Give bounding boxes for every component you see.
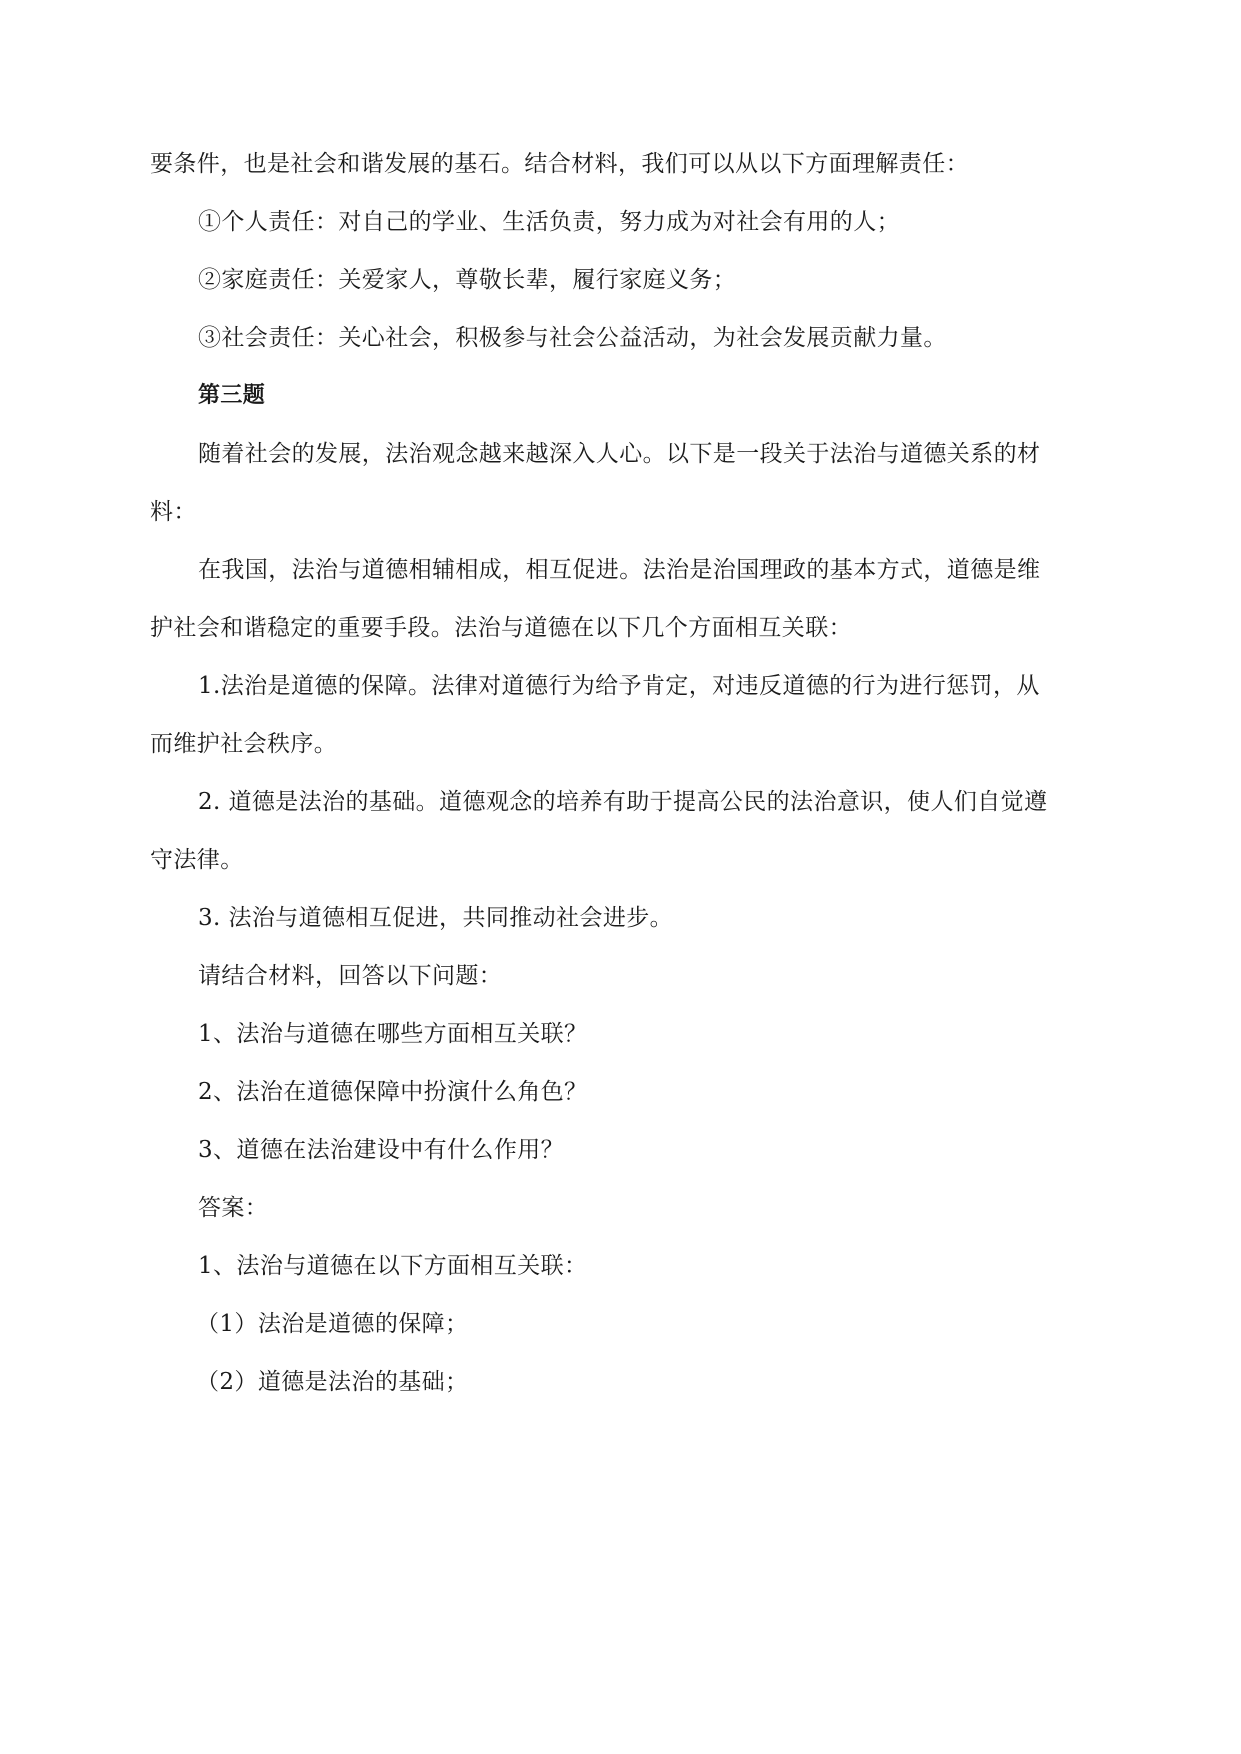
paragraph-line: 要条件，也是社会和谐发展的基石。结合材料，我们可以从以下方面理解责任： [150, 151, 969, 177]
section-heading: 第三题 [198, 383, 266, 408]
list-item: ①个人责任：对自己的学业、生活负责，努力成为对社会有用的人； [198, 209, 900, 235]
question-item: 2、法治在道德保障中扮演什么角色？ [198, 1079, 588, 1105]
paragraph-line: 在我国，法治与道德相辅相成，相互促进。法治是治国理政的基本方式，道德是维 [198, 557, 1041, 583]
paragraph-line: 护社会和谐稳定的重要手段。法治与道德在以下几个方面相互关联： [150, 615, 852, 641]
answer-subitem: （2）道德是法治的基础； [196, 1369, 469, 1395]
answer-item: 1、法治与道德在以下方面相互关联： [198, 1253, 588, 1279]
list-item: ③社会责任：关心社会，积极参与社会公益活动，为社会发展贡献力量。 [198, 325, 947, 351]
paragraph-line: 守法律。 [150, 847, 244, 873]
answer-subitem: （1）法治是道德的保障； [196, 1311, 469, 1337]
paragraph-line: 随着社会的发展，法治观念越来越深入人心。以下是一段关于法治与道德关系的材 [198, 441, 1041, 467]
paragraph-line: 而维护社会秩序。 [150, 731, 338, 757]
question-item: 1、法治与道德在哪些方面相互关联？ [198, 1021, 588, 1047]
list-item: ②家庭责任：关爱家人，尊敬长辈，履行家庭义务； [198, 267, 737, 293]
paragraph-line: 3. 法治与道德相互促进，共同推动社会进步。 [198, 905, 674, 931]
question-item: 3、道德在法治建设中有什么作用？ [198, 1137, 565, 1163]
paragraph-line: 2. 道德是法治的基础。道德观念的培养有助于提高公民的法治意识，使人们自觉遵 [198, 789, 1048, 815]
paragraph-line: 1.法治是道德的保障。法律对道德行为给予肯定，对违反道德的行为进行惩罚，从 [198, 673, 1040, 699]
question-prompt: 请结合材料，回答以下问题： [198, 963, 503, 989]
answer-heading: 答案： [198, 1195, 269, 1221]
paragraph-line: 料： [150, 499, 197, 525]
